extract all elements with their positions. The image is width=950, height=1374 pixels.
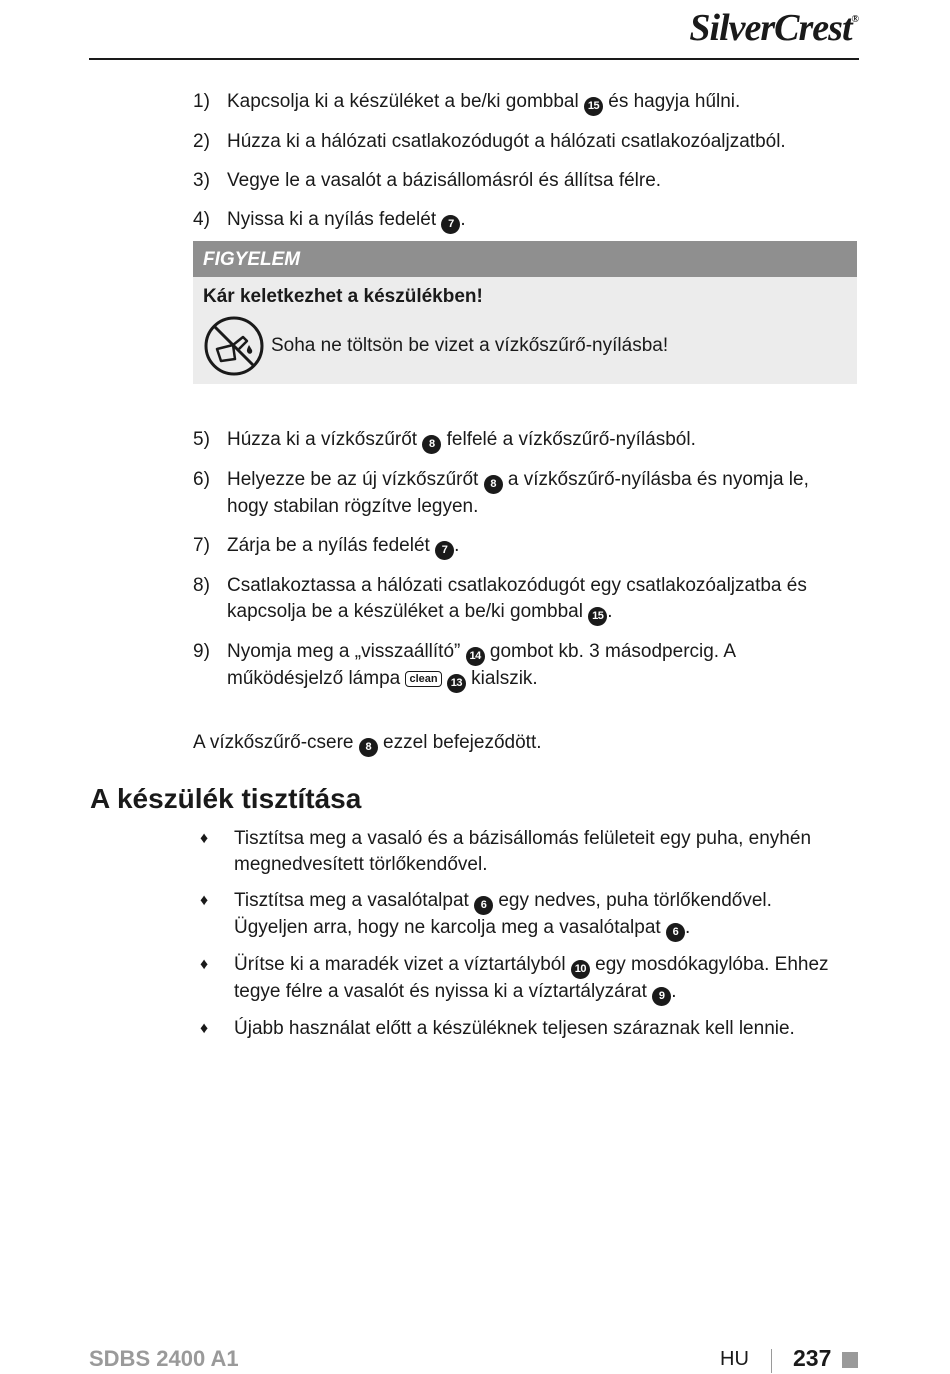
part-number-badge: 10	[571, 960, 590, 979]
step-text: Húzza ki a hálózati csatlakozódugót a hálózati csatlakozóaljzatból.	[227, 131, 786, 152]
bullet-diamond-icon: ♦	[200, 956, 209, 973]
step-number: 7)	[193, 535, 210, 556]
no-water-fill-icon	[203, 315, 265, 377]
warning-subheading: Kár keletkezhet a készülékben!	[203, 286, 483, 307]
part-number-badge: 6	[666, 923, 685, 942]
part-number-badge: 13	[447, 674, 466, 693]
step-item	[193, 467, 853, 520]
part-number-badge: 6	[474, 896, 493, 915]
part-number-badge: 15	[588, 607, 607, 626]
step-item	[193, 639, 853, 693]
cleaning-bullet-list	[200, 826, 840, 1052]
warning-heading: FIGYELEM	[193, 241, 857, 277]
step-item	[193, 89, 853, 116]
brand-logo	[689, 6, 858, 50]
bullet-diamond-icon: ♦	[200, 830, 209, 847]
step-number: 5)	[193, 429, 210, 450]
steps-list-b	[193, 427, 853, 706]
section-title: A készülék tisztítása	[90, 783, 362, 814]
step-item	[193, 168, 853, 194]
bullet-text: Tisztítsa meg a vasalótalpat 6 egy nedves, puha törlőkendővel. Ügyeljen arra, hogy ne karcolja meg a vasalótalpat 6 .	[234, 888, 840, 942]
step-number: 3)	[193, 170, 210, 191]
step-number: 4)	[193, 209, 210, 230]
step-item	[193, 427, 853, 454]
bullet-text: Ürítse ki a maradék vizet a víztartályból 10 egy mosdókagylóba. Ehhez tegye félre a vasalót és nyissa ki a víztartályzárat 9 .	[234, 952, 840, 1006]
page-number: 237	[793, 1345, 832, 1371]
steps-list-a	[193, 89, 853, 247]
step-text: Nyissa ki a nyílás fedelét 7 .	[227, 207, 853, 234]
list-item	[200, 1016, 840, 1042]
part-number-badge: 14	[466, 647, 485, 666]
warning-box	[193, 241, 857, 384]
step-number: 1)	[193, 91, 210, 112]
list-item	[200, 952, 840, 1006]
step-item	[193, 207, 853, 234]
part-number-badge: 7	[435, 541, 454, 560]
header-rule	[89, 58, 859, 60]
part-number-badge: 9	[652, 987, 671, 1006]
clean-indicator-icon: clean	[405, 671, 441, 687]
step-text: Csatlakoztassa a hálózati csatlakozódugót egy csatlakozóaljzatba és kapcsolja be a készüléket a be/ki gombbal 15 .	[227, 573, 853, 626]
step-text: Helyezze be az új vízkőszűrőt 8 a vízkőszűrő-nyílásba és nyomja le, hogy stabilan rögzítve legyen.	[227, 469, 809, 517]
step-number: 8)	[193, 575, 210, 596]
step-text: Nyomja meg a „visszaállító” 14 gombot kb. 3 másodpercig. A működésjelző lámpa clean 13 kialszik.	[227, 639, 853, 693]
footer-divider	[771, 1349, 772, 1373]
conclusion-text: A vízkőszűrő-csere 8 ezzel befejeződött.	[193, 730, 542, 757]
bullet-text: Újabb használat előtt a készüléknek teljesen száraznak kell lennie.	[234, 1018, 795, 1039]
step-number: 9)	[193, 641, 210, 662]
part-number-badge: 8	[484, 475, 503, 494]
footer-language: HU	[720, 1348, 749, 1370]
step-item	[193, 533, 853, 560]
step-text: Kapcsolja ki a készüléket a be/ki gombbal 15 és hagyja hűlni.	[227, 89, 853, 116]
part-number-badge: 8	[422, 435, 441, 454]
registered-mark: ®	[851, 14, 858, 25]
bullet-diamond-icon: ♦	[200, 1020, 209, 1037]
part-number-badge: 8	[359, 738, 378, 757]
warning-row	[193, 315, 857, 377]
part-number-badge: 7	[441, 215, 460, 234]
footer-model: SDBS 2400 A1	[89, 1346, 239, 1371]
step-number: 2)	[193, 131, 210, 152]
step-item	[193, 129, 853, 155]
bullet-text: Tisztítsa meg a vasaló és a bázisállomás felületeit egy puha, enyhén megnedvesített törlőkendővel.	[234, 828, 812, 875]
brand-name: SilverCrest	[689, 7, 852, 49]
step-number: 6)	[193, 469, 210, 490]
step-text: Húzza ki a vízkőszűrőt 8 felfelé a vízkőszűrő-nyílásból.	[227, 427, 853, 454]
step-item	[193, 573, 853, 626]
warning-text: Soha ne töltsön be vizet a vízkőszűrő-nyílásba!	[271, 335, 669, 356]
footer-square-icon	[842, 1352, 858, 1368]
list-item	[200, 888, 840, 942]
list-item	[200, 826, 840, 878]
part-number-badge: 15	[584, 97, 603, 116]
step-text: Vegye le a vasalót a bázisállomásról és állítsa félre.	[227, 170, 662, 191]
step-text: Zárja be a nyílás fedelét 7 .	[227, 533, 853, 560]
bullet-diamond-icon: ♦	[200, 892, 209, 909]
